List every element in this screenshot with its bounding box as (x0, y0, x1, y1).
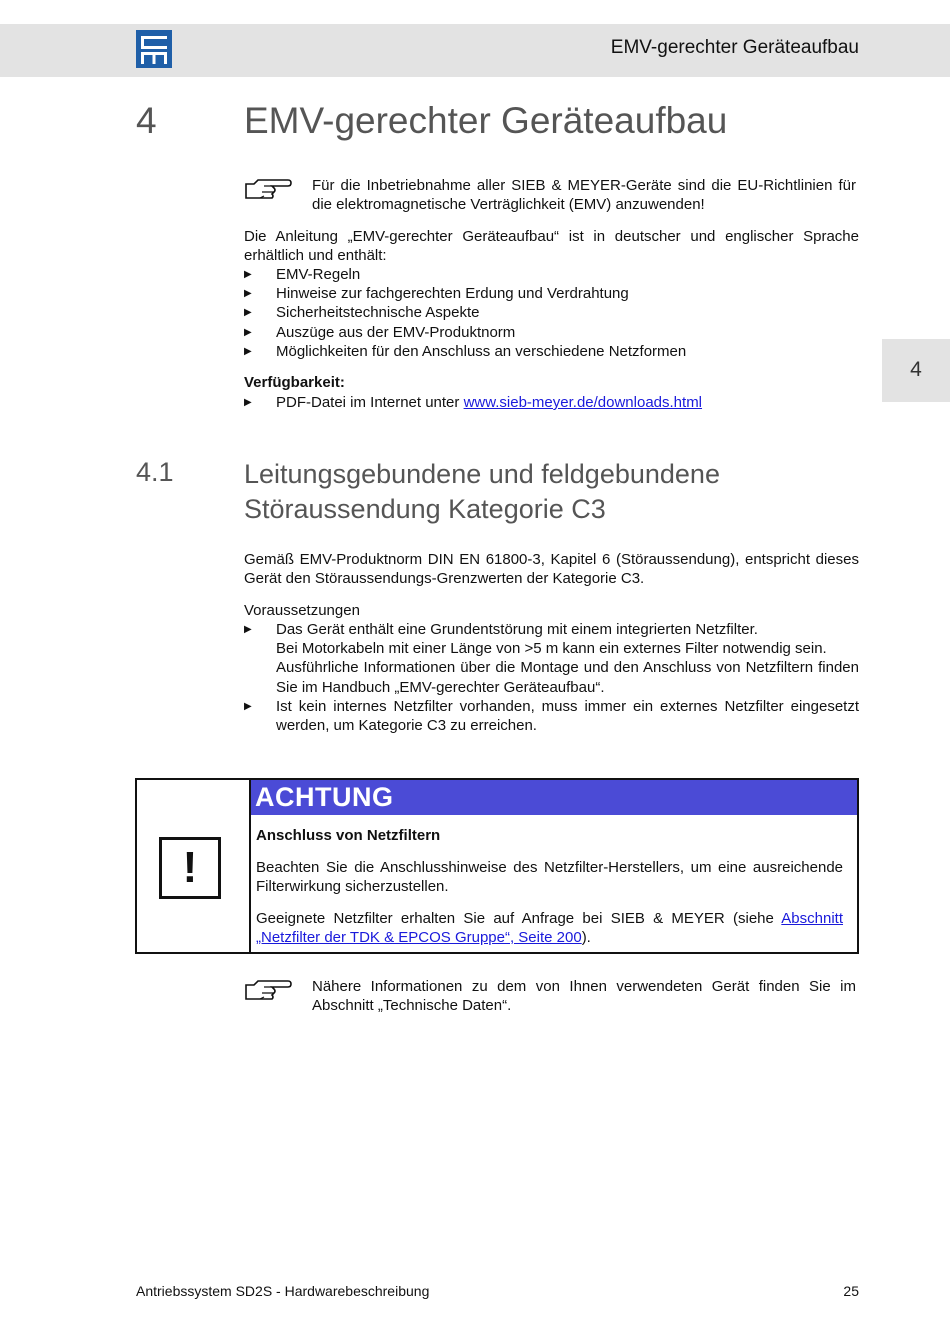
chapter-number: 4 (136, 100, 157, 141)
sieb-meyer-logo (136, 30, 172, 68)
chapter-side-tab (882, 339, 950, 402)
note-emv-directives: Für die Inbetriebnahme aller SIEB & MEYER-Geräte sind die EU-Richtlinien für die elektromagnetische Verträglichkeit (EMV) anzuwenden! (312, 177, 856, 213)
list-item: ▶ PDF-Datei im Internet unter www.sieb-meyer.de/downloads.html (244, 394, 703, 411)
note-technical-data: Nähere Informationen zu dem von Ihnen verwendeten Gerät finden Sie im Abschnitt „Technische Daten“. (312, 978, 856, 1014)
footer-document-title: Antriebssystem SD2S - Hardwarebeschreibung (136, 1283, 430, 1299)
list-item: ▶ Sicherheitstechnische Aspekte (244, 304, 480, 322)
section-number: 4.1 (136, 457, 174, 487)
warning-paragraph-2: Geeignete Netzfilter erhalten Sie auf Anfrage bei SIEB & MEYER (siehe Abschnitt „Netzfilter der TDK & EPCOS Gruppe“, Seite 200). (256, 910, 843, 946)
prerequisites-label: Voraussetzungen (244, 602, 360, 619)
section-link-netzfilter[interactable]: Abschnitt „Netzfilter der TDK & EPCOS Gruppe“, Seite 200 (256, 910, 843, 946)
section-paragraph: Gemäß EMV-Produktnorm DIN EN 61800-3, Kapitel 6 (Störaussendung), entspricht dieses Gerät den Störaussendungs-Grenzwerten der Kategorie C3. (244, 551, 859, 587)
downloads-link[interactable]: www.sieb-meyer.de/downloads.html (463, 394, 703, 411)
availability-label: Verfügbarkeit: (244, 374, 345, 391)
intro-paragraph: Die Anleitung „EMV-gerechter Geräteaufbau“ ist in deutscher und englischer Sprache erhältlich und enthält: (244, 228, 859, 264)
availability-list (244, 393, 859, 412)
pointing-hand-icon (244, 977, 292, 1003)
list-item: ▶ Ist kein internes Netzfilter vorhanden, muss immer ein externes Netzfilter eingesetzt werden, um Kategorie C3 zu erreichen. (244, 697, 859, 735)
warning-heading: ACHTUNG (255, 782, 394, 812)
list-item: ▶ Auszüge aus der EMV-Produktnorm (244, 323, 516, 341)
side-tab-label: 4 (910, 358, 922, 381)
page-number: 25 (843, 1283, 859, 1299)
header-title: EMV-gerechter Geräteaufbau (610, 37, 859, 58)
list-item: ▶ Möglichkeiten für den Anschluss an verschiedene Netzformen (244, 342, 687, 360)
pointing-hand-icon (244, 176, 292, 202)
warning-heading-bar (251, 780, 857, 815)
section-title: Leitungsgebundene und feldgebundene Störaussendung Kategorie C3 (244, 459, 720, 524)
list-item: ▶ Hinweise zur fachgerechten Erdung und Verdrahtung (244, 285, 629, 303)
exclamation-icon: ! (159, 837, 221, 899)
warning-subheading: Anschluss von Netzfiltern (256, 827, 441, 844)
chapter-title: EMV-gerechter Geräteaufbau (244, 100, 728, 141)
warning-box (135, 778, 859, 954)
list-item: ▶ EMV-Regeln (244, 266, 361, 283)
intro-list (244, 265, 859, 361)
warning-icon-cell (137, 780, 251, 952)
prerequisites-list (244, 620, 859, 735)
warning-paragraph: Beachten Sie die Anschlusshinweise des Netzfilter-Herstellers, um eine ausreichende Filterwirkung sicherzustellen. (256, 859, 843, 895)
list-item: ▶ Das Gerät enthält eine Grundentstörung mit einem integrierten Netzfilter. Bei Motorkabeln mit einer Länge von >5 m kann ein externes Filter notwendig sein. Ausführliche Informationen über die Montage und den Anschluss von Netzfiltern finden Sie im Handbuch „EMV-gerechter Geräteaufbau“. (244, 621, 859, 696)
